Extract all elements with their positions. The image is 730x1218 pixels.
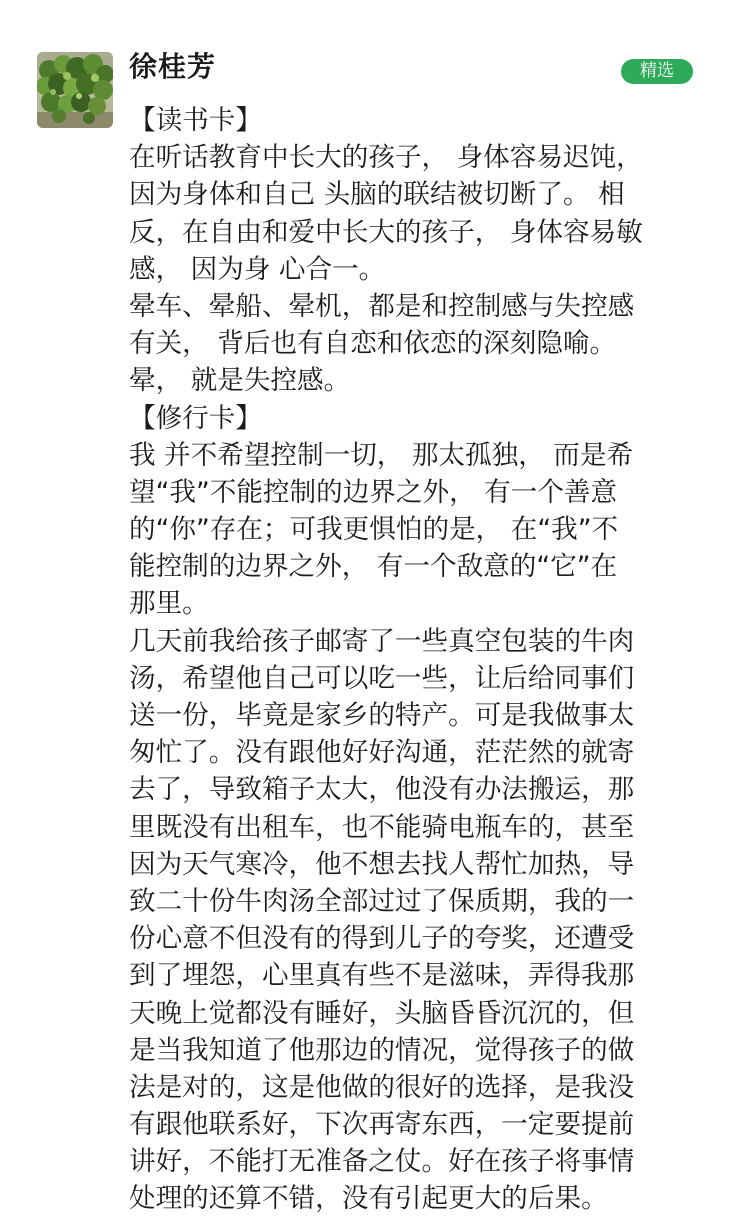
avatar[interactable] (37, 52, 113, 128)
post-line: 感， 因为身 心合一。 (129, 253, 386, 285)
post-line: 致二十份牛肉汤全部过过了保质期，我的一 (129, 885, 635, 917)
post-line: 有关， 背后也有自恋和依恋的深刻隐喻。 (129, 328, 617, 360)
post-line: 晕， 就是失控感。 (129, 365, 351, 397)
post-line: 去了，导致箱子太大，他没有办法搬运，那 (129, 774, 635, 806)
post-line: 那里。 (129, 588, 209, 620)
post-line: 的“你”存在；可我更惧怕的是， 在“我”不 (129, 514, 619, 546)
post-line: 能控制的边界之外， 有一个敌意的“它”在 (129, 551, 618, 583)
post-line: 份心意不但没有的得到儿子的夸奖，还遭受 (129, 923, 635, 955)
post-line: 送一份，毕竟是家乡的特产。可是我做事太 (129, 700, 635, 731)
post-line: 因为天气寒冷，他不想去找人帮忙加热，导 (129, 848, 635, 880)
post-line: 处理的还算不错，没有引起更大的后果。 (129, 1183, 608, 1215)
post-line: 里既没有出租车，也不能骑电瓶车的，甚至 (129, 811, 635, 843)
post-line: 匆忙了。没有跟他好好沟通，茫茫然的就寄 (129, 737, 635, 769)
post-line: 有跟他联系好，下次再寄东西，一定要提前 (129, 1109, 635, 1141)
post-line: 望“我”不能控制的边界之外， 有一个善意 (129, 476, 618, 508)
author-name[interactable]: 徐桂芳 (129, 50, 217, 83)
post-line: 晕车、晕船、晕机，都是和控制感与失控感 (129, 290, 635, 322)
post-line: 【修行卡】 (129, 402, 262, 434)
post-line: 汤，希望他自己可以吃一些，让后给同事们 (129, 662, 635, 694)
post-line: 讲好，不能打无准备之仗。好在孩子将事情 (129, 1146, 635, 1178)
post-line: 天晚上觉都没有睡好，头脑昏昏沉沉的，但 (129, 997, 635, 1029)
featured-badge: 精选 (621, 59, 693, 84)
post-line: 到了埋怨，心里真有些不是滋味，弄得我那 (129, 960, 635, 992)
post-body (129, 102, 699, 1218)
post-line: 法是对的，这是他做的很好的选择，是我没 (129, 1071, 635, 1103)
plant-photo-avatar-icon (37, 52, 113, 128)
post-line: 因为身体和自己 头脑的联结被切断了。 相 (129, 179, 625, 211)
post-line: 我 并不希望控制一切， 那太孤独， 而是希 (129, 439, 634, 471)
post-line: 在听话教育中长大的孩子， 身体容易迟饨， (129, 142, 643, 174)
post-line: 是当我知道了他那边的情况，觉得孩子的做 (129, 1034, 635, 1066)
post-line: 反，在自由和爱中长大的孩子， 身体容易敏 (129, 216, 643, 248)
post-line: 【读书卡】 (129, 105, 262, 136)
post-line: 几天前我给孩子邮寄了一些真空包装的牛肉 (129, 625, 635, 657)
